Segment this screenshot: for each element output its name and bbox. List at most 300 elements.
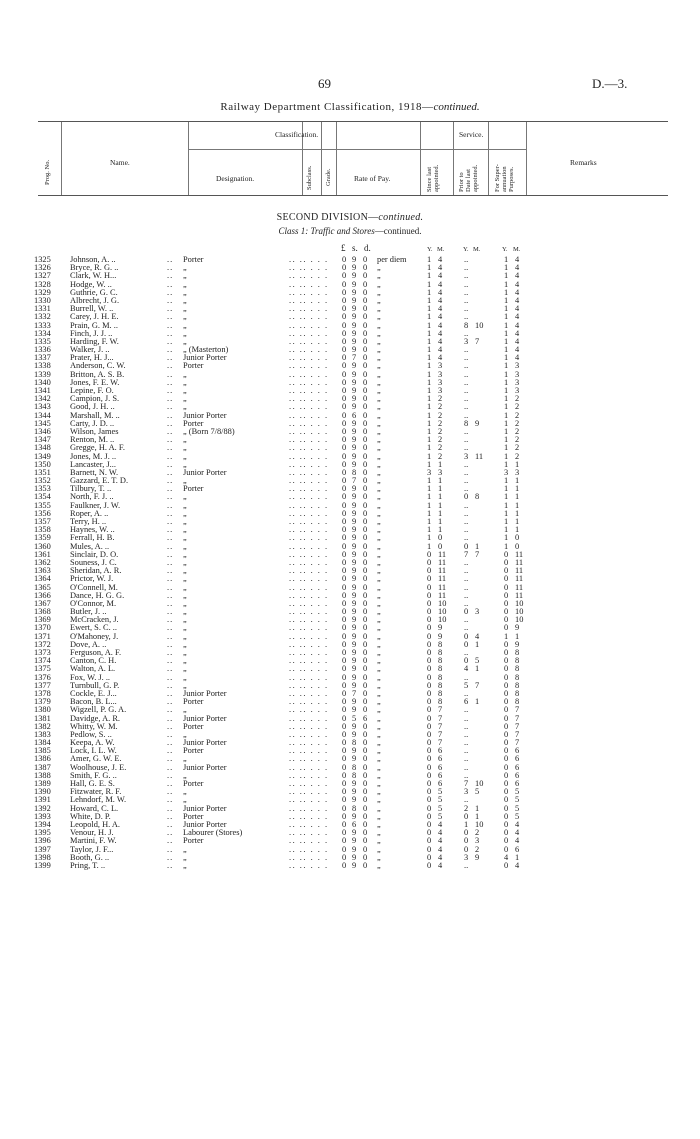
leader-dots: .. [167, 541, 174, 551]
pay-pence: 0 [363, 263, 368, 273]
leader-dots: .. [167, 459, 174, 469]
prog-no: 1341 [34, 386, 51, 395]
super-months: 7 [515, 705, 520, 715]
pay-pence: 0 [363, 517, 368, 526]
super-years: 1 [504, 377, 509, 387]
employee-name: Lehndorf, M. W. [70, 795, 127, 805]
designation: „ [183, 402, 187, 412]
employee-name: Harding, F. W. [70, 336, 119, 346]
designation: Junior Porter [183, 467, 227, 477]
super-years: 0 [504, 779, 509, 788]
leader-dots: .. .. . . . [289, 312, 329, 322]
pay-shillings: 8 [352, 738, 357, 748]
pay-pounds: 0 [342, 803, 347, 813]
pay-shillings: 9 [352, 721, 357, 731]
since-months: 5 [438, 811, 443, 821]
pay-pounds: 0 [342, 770, 347, 780]
pay-pounds: 0 [342, 345, 347, 355]
unit-super-years: Y. [502, 246, 508, 253]
prog-no: 1364 [34, 574, 51, 584]
prog-no: 1383 [34, 729, 51, 739]
super-years: 1 [504, 394, 509, 404]
employee-name: Taylor, J. F... [70, 844, 114, 854]
prog-no: 1356 [34, 508, 51, 518]
designation: „ (Masterton) [183, 345, 229, 355]
leader-dots: .. .. . . . [289, 598, 329, 608]
employee-name: Jones, M. J. .. [70, 451, 117, 461]
employee-name: Sheridan, A. R. [70, 566, 122, 576]
leader-dots: .. [167, 484, 174, 494]
super-months: 7 [515, 721, 520, 731]
leader-dots: .. .. . . . [289, 860, 329, 870]
leader-dots: .. .. . . . [289, 394, 329, 404]
leader-dots: .. .. . . . [289, 754, 329, 764]
designation: Porter [183, 811, 204, 821]
pay-shillings: 9 [352, 345, 357, 355]
super-months: 9 [515, 623, 520, 633]
super-months: 2 [515, 402, 520, 412]
designation: „ [183, 787, 187, 797]
since-months: 10 [438, 598, 447, 608]
pay-shillings: 9 [352, 705, 357, 715]
designation: Porter [183, 255, 204, 264]
leader-dots: .. .. . . . [289, 779, 329, 788]
designation: „ [183, 656, 187, 666]
pay-unit: „ [377, 697, 381, 707]
designation: „ [183, 271, 187, 281]
pay-unit: „ [377, 451, 381, 461]
designation: „ [183, 615, 187, 625]
leader-dots: .. [167, 598, 174, 608]
super-months: 7 [515, 713, 520, 723]
pay-shillings: 9 [352, 435, 357, 445]
since-years: 1 [427, 377, 432, 387]
since-months: 1 [438, 500, 443, 510]
since-years: 0 [427, 590, 432, 600]
pay-shillings: 9 [352, 607, 357, 617]
prior-months: 7 [475, 336, 480, 346]
designation: Junior Porter [183, 803, 227, 813]
super-years: 0 [504, 738, 509, 748]
since-years: 1 [427, 263, 432, 273]
pay-shillings: 9 [352, 386, 357, 395]
employee-name: Marshall, M. .. [70, 410, 120, 420]
since-months: 4 [438, 328, 443, 338]
pay-unit: „ [377, 738, 381, 748]
super-years: 0 [504, 836, 509, 846]
employee-name: Cockle, E. J... [70, 688, 117, 698]
super-months: 2 [515, 426, 520, 436]
service-header: Service. [459, 130, 484, 139]
leader-dots: .. .. . . . [289, 263, 329, 273]
employee-name: Keepa, A. W. [70, 738, 115, 748]
pay-pounds: 0 [342, 574, 347, 584]
designation: „ [183, 566, 187, 576]
leader-dots: .. [167, 639, 174, 649]
pay-pounds: 0 [342, 738, 347, 748]
prior-years: .. [464, 729, 469, 739]
super-months: 8 [515, 680, 520, 690]
designation: „ [183, 394, 187, 404]
prior-months: 1 [475, 541, 480, 551]
designation: Junior Porter [183, 713, 227, 723]
since-years: 0 [427, 566, 432, 576]
employee-name: O'Connor, M. [70, 598, 117, 608]
employee-name: Butler, J. .. [70, 607, 107, 617]
prog-no: 1378 [34, 688, 51, 698]
pay-shillings: 9 [352, 656, 357, 666]
super-years: 0 [504, 582, 509, 592]
super-months: 4 [515, 312, 520, 322]
employee-name: Britton, A. S. B. [70, 369, 125, 379]
leader-dots: .. .. . . . [289, 377, 329, 387]
leader-dots: .. .. . . . [289, 607, 329, 617]
prior-years: .. [464, 615, 469, 625]
pay-pence: 0 [363, 279, 368, 289]
leader-dots: .. .. . . . [289, 500, 329, 510]
since-months: 4 [438, 255, 443, 264]
pay-pence: 0 [363, 508, 368, 518]
since-years: 1 [427, 533, 432, 543]
since-last-appointed-header: Since last appointed. [426, 164, 440, 192]
since-years: 0 [427, 844, 432, 854]
prog-no: 1398 [34, 852, 51, 862]
pay-pence: 0 [363, 721, 368, 731]
since-months: 8 [438, 688, 443, 698]
pay-pounds: 0 [342, 533, 347, 543]
leader-dots: .. .. . . . [289, 664, 329, 674]
pay-pence: 0 [363, 271, 368, 281]
employee-name: Booth, G. .. [70, 852, 110, 862]
prior-months: 10 [475, 779, 484, 788]
super-months: 10 [515, 607, 524, 617]
prior-years: .. [464, 467, 469, 477]
leader-dots: .. .. . . . [289, 680, 329, 690]
leader-dots: .. [167, 287, 174, 297]
pay-unit: „ [377, 517, 381, 526]
since-months: 4 [438, 819, 443, 829]
pay-shillings: 8 [352, 770, 357, 780]
pay-unit: „ [377, 287, 381, 297]
designation: „ [183, 443, 187, 453]
prog-no: 1339 [34, 369, 51, 379]
since-years: 0 [427, 762, 432, 772]
leader-dots: .. .. . . . [289, 623, 329, 633]
since-months: 7 [438, 738, 443, 748]
unit-pound: £ [341, 243, 346, 253]
super-years: 1 [504, 287, 509, 297]
pay-shillings: 8 [352, 762, 357, 772]
prog-no: 1380 [34, 705, 51, 715]
pay-pence: 0 [363, 467, 368, 477]
super-months: 4 [515, 279, 520, 289]
leader-dots: .. .. . . . [289, 533, 329, 543]
prog-no: 1336 [34, 345, 51, 355]
pay-pounds: 0 [342, 459, 347, 469]
prior-years: .. [464, 721, 469, 731]
pay-pence: 0 [363, 418, 368, 428]
super-months: 4 [515, 336, 520, 346]
pay-pence: 0 [363, 410, 368, 420]
prior-years: 0 [464, 492, 469, 502]
prior-months: 4 [475, 631, 480, 641]
since-years: 1 [427, 304, 432, 314]
pay-shillings: 7 [352, 688, 357, 698]
pay-pence: 0 [363, 353, 368, 363]
prog-no: 1396 [34, 836, 51, 846]
prior-months: 8 [475, 492, 480, 502]
pay-shillings: 9 [352, 828, 357, 838]
pay-pence: 0 [363, 656, 368, 666]
pay-unit: „ [377, 656, 381, 666]
pay-pence: 0 [363, 672, 368, 682]
super-years: 0 [504, 557, 509, 567]
super-months: 8 [515, 697, 520, 707]
prog-no: 1397 [34, 844, 51, 854]
employee-name: Anderson, C. W. [70, 361, 126, 371]
super-years: 0 [504, 746, 509, 756]
pay-unit: „ [377, 476, 381, 486]
leader-dots: .. .. . . . [289, 770, 329, 780]
leader-dots: .. .. . . . [289, 672, 329, 682]
pay-shillings: 8 [352, 803, 357, 813]
since-months: 10 [438, 615, 447, 625]
pay-pence: 0 [363, 787, 368, 797]
pay-shillings: 6 [352, 410, 357, 420]
designation: „ [183, 648, 187, 657]
since-years: 1 [427, 345, 432, 355]
prior-months: 2 [475, 828, 480, 838]
prior-years: 3 [464, 787, 469, 797]
pay-pounds: 0 [342, 443, 347, 453]
super-years: 4 [504, 852, 509, 862]
pay-pounds: 0 [342, 525, 347, 535]
since-months: 0 [438, 533, 443, 543]
designation: „ [183, 476, 187, 486]
since-years: 0 [427, 697, 432, 707]
prog-no-header: Prog. No. [44, 159, 51, 185]
prog-no: 1373 [34, 648, 51, 657]
pay-pounds: 0 [342, 492, 347, 502]
designation: „ [183, 492, 187, 502]
prog-no: 1355 [34, 500, 51, 510]
designation: „ [183, 295, 187, 305]
super-months: 5 [515, 811, 520, 821]
leader-dots: .. [167, 320, 174, 330]
super-months: 4 [515, 287, 520, 297]
employee-name: Barnett, N. W. [70, 467, 119, 477]
employee-name: Jones, F. E. W. [70, 377, 120, 387]
since-years: 0 [427, 860, 432, 870]
super-years: 0 [504, 672, 509, 682]
employee-name: Good, J. H. .. [70, 402, 115, 412]
pay-pounds: 0 [342, 557, 347, 567]
pay-pence: 0 [363, 811, 368, 821]
super-months: 6 [515, 754, 520, 764]
super-months: 2 [515, 451, 520, 461]
leader-dots: .. [167, 721, 174, 731]
since-months: 7 [438, 713, 443, 723]
designation: „ [183, 680, 187, 690]
leader-dots: .. .. . . . [289, 435, 329, 445]
pay-pounds: 0 [342, 410, 347, 420]
since-months: 2 [438, 451, 443, 461]
designation: „ [183, 664, 187, 674]
pay-unit: „ [377, 467, 381, 477]
super-months: 8 [515, 648, 520, 657]
designation: „ [183, 852, 187, 862]
pay-shillings: 9 [352, 811, 357, 821]
prog-no: 1374 [34, 656, 51, 666]
since-years: 1 [427, 271, 432, 281]
leader-dots: .. .. . . . [289, 713, 329, 723]
prog-no: 1346 [34, 426, 51, 436]
employee-name: Tilbury, T. .. [70, 484, 112, 494]
leader-dots: .. [167, 688, 174, 698]
super-months: 1 [515, 484, 520, 494]
pay-shillings: 9 [352, 746, 357, 756]
since-months: 7 [438, 729, 443, 739]
since-years: 0 [427, 574, 432, 584]
since-months: 2 [438, 435, 443, 445]
pay-unit: „ [377, 312, 381, 322]
employee-name: Davidge, A. R. [70, 713, 121, 723]
employee-name: North, F. J. .. [70, 492, 114, 502]
super-months: 1 [515, 508, 520, 518]
prog-no: 1349 [34, 451, 51, 461]
pay-shillings: 9 [352, 377, 357, 387]
pay-unit: „ [377, 443, 381, 453]
pay-pounds: 0 [342, 435, 347, 445]
designation: „ [183, 377, 187, 387]
prog-no: 1384 [34, 738, 51, 748]
prog-no: 1386 [34, 754, 51, 764]
since-years: 1 [427, 492, 432, 502]
prog-no: 1337 [34, 353, 51, 363]
pay-shillings: 9 [352, 369, 357, 379]
pay-unit: „ [377, 729, 381, 739]
since-years: 0 [427, 852, 432, 862]
since-years: 0 [427, 607, 432, 617]
leader-dots: .. [167, 369, 174, 379]
prior-years: .. [464, 484, 469, 494]
leader-dots: .. .. . . . [289, 508, 329, 518]
prior-years: .. [464, 746, 469, 756]
leader-dots: .. [167, 353, 174, 363]
leader-dots: .. .. . . . [289, 492, 329, 502]
leader-dots: .. [167, 279, 174, 289]
designation: „ [183, 631, 187, 641]
pay-pounds: 0 [342, 721, 347, 731]
pay-shillings: 9 [352, 729, 357, 739]
super-months: 7 [515, 729, 520, 739]
prog-no: 1344 [34, 410, 51, 420]
pay-pence: 0 [363, 459, 368, 469]
since-years: 0 [427, 639, 432, 649]
employee-name: Woolhouse, J. E. [70, 762, 127, 772]
since-months: 6 [438, 746, 443, 756]
pay-unit: „ [377, 574, 381, 584]
super-years: 0 [504, 697, 509, 707]
designation: „ [183, 770, 187, 780]
super-months: 2 [515, 443, 520, 453]
designation: „ [183, 533, 187, 543]
employee-name: Roper, A. .. [70, 508, 109, 518]
leader-dots: .. .. . . . [289, 852, 329, 862]
employee-name: Pedlow, S. .. [70, 729, 112, 739]
pay-pence: 0 [363, 312, 368, 322]
pay-unit: „ [377, 819, 381, 829]
pay-pounds: 0 [342, 369, 347, 379]
prior-years: .. [464, 402, 469, 412]
pay-pounds: 0 [342, 467, 347, 477]
prog-no: 1363 [34, 566, 51, 576]
super-years: 0 [504, 762, 509, 772]
pay-unit: „ [377, 754, 381, 764]
leader-dots: .. .. . . . [289, 844, 329, 854]
pay-unit: „ [377, 353, 381, 363]
since-years: 1 [427, 386, 432, 395]
pay-pence: 0 [363, 852, 368, 862]
prior-years: .. [464, 435, 469, 445]
prog-no: 1351 [34, 467, 51, 477]
leader-dots: .. [167, 746, 174, 756]
prog-no: 1392 [34, 803, 51, 813]
super-years: 1 [504, 541, 509, 551]
employee-name: Guthrie, G. C. [70, 287, 118, 297]
prog-no: 1334 [34, 328, 51, 338]
since-months: 6 [438, 754, 443, 764]
employee-name: Leopold, H. A. [70, 819, 121, 829]
super-years: 0 [504, 615, 509, 625]
employee-name: Burrell, W. .. [70, 304, 114, 314]
pay-shillings: 9 [352, 566, 357, 576]
super-years: 1 [504, 508, 509, 518]
pay-pounds: 0 [342, 746, 347, 756]
leader-dots: .. [167, 582, 174, 592]
super-years: 0 [504, 803, 509, 813]
super-months: 11 [515, 557, 524, 567]
pay-unit: „ [377, 672, 381, 682]
prior-years: .. [464, 426, 469, 436]
pay-unit: „ [377, 860, 381, 870]
pay-unit: „ [377, 418, 381, 428]
since-months: 4 [438, 263, 443, 273]
pay-shillings: 9 [352, 615, 357, 625]
prior-years: .. [464, 255, 469, 264]
super-months: 3 [515, 377, 520, 387]
pay-pence: 0 [363, 664, 368, 674]
prog-no: 1325 [34, 255, 51, 264]
leader-dots: .. [167, 664, 174, 674]
since-years: 1 [427, 353, 432, 363]
leader-dots: .. [167, 795, 174, 805]
employee-name: Venour, H. J. [70, 828, 114, 838]
leader-dots: .. .. . . . [289, 836, 329, 846]
leader-dots: .. [167, 508, 174, 518]
since-months: 10 [438, 607, 447, 617]
designation: Porter [183, 361, 204, 371]
pay-pence: 0 [363, 304, 368, 314]
pay-unit: „ [377, 369, 381, 379]
designation: „ [183, 304, 187, 314]
designation: „ [183, 607, 187, 617]
leader-dots: .. [167, 705, 174, 715]
pay-pounds: 0 [342, 688, 347, 698]
super-months: 3 [515, 369, 520, 379]
pay-pounds: 0 [342, 377, 347, 387]
designation: „ [183, 795, 187, 805]
